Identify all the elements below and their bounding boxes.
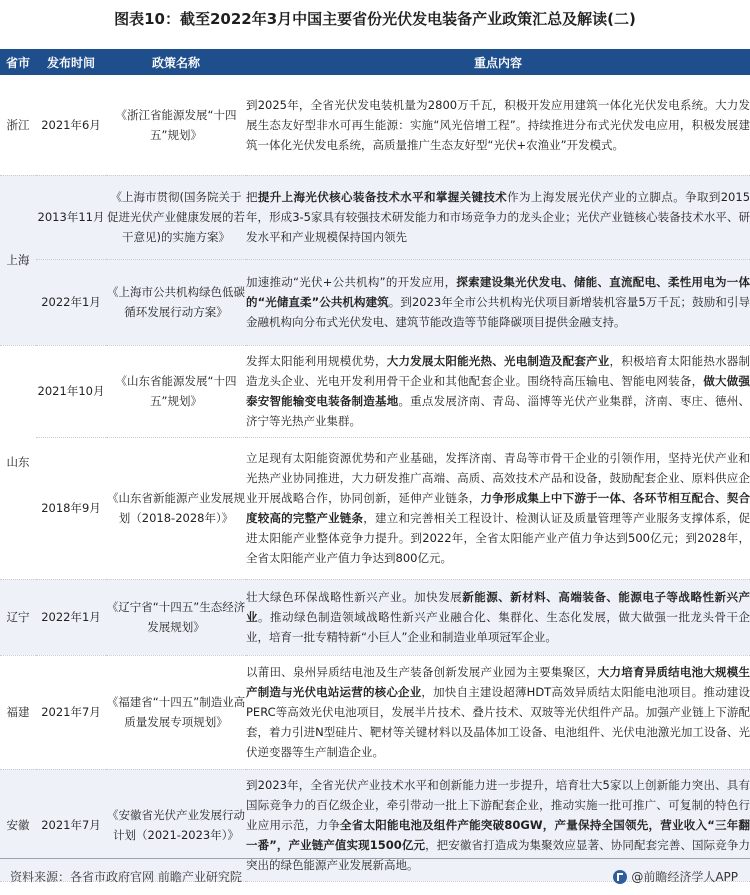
- date-cell: 2022年1月: [36, 259, 106, 345]
- content-text: 。到2023年全市公共机构光伏项目新增装机容量5万千瓦；鼓励和引导金融机构向分布式光伏发电、建筑节能改造等节能降碳项目提供金融支持。: [246, 295, 750, 329]
- content-cell: [246, 75, 750, 175]
- content-text: 。重点发展济南、青岛、淄博等光伏产业集群，济南、枣庄、德州、济宁等光热产业集群。: [246, 394, 750, 428]
- content-cell: [246, 259, 750, 345]
- province-cell: 辽宁: [0, 579, 36, 655]
- page-title: 图表10：截至2022年3月中国主要省份光伏发电装备产业政策汇总及解读(二): [114, 10, 636, 28]
- highlight-text: 大力发展太阳能光热、光电制造及配套产业: [386, 354, 610, 368]
- policy-name-cell: 《福建省“十四五”制造业高质量发展专项规划》: [106, 655, 246, 769]
- policy-name-cell: 《浙江省能源发展“十四五”规划》: [106, 75, 246, 175]
- table-row: [0, 345, 750, 437]
- policy-name-cell: 《安徽省光伏产业发展行动计划（2021-2023年）》: [106, 769, 246, 881]
- table-header-row: [0, 49, 750, 75]
- content-text: 到2025年，全省光伏发电装机量为2800万千瓦，积极开发应用建筑一体化光伏发电系统。大力发展生态友好型非水可再生能源：实施“风光倍增工程”。持续推进分布式光伏发电应用，积极发展建筑一体化光伏发电系统，高质量推广生态友好型“光伏+农渔业”开发模式。: [246, 97, 750, 152]
- content-cell: [246, 175, 750, 259]
- table-row: [0, 175, 750, 259]
- table-row: [0, 579, 750, 655]
- province-cell: 福建: [0, 655, 36, 769]
- highlight-text: 做大做强泰安智能输变电装备制造基地: [246, 374, 750, 408]
- content-text: 发挥太阳能利用规模优势，: [246, 354, 387, 368]
- province-cell: 上海: [0, 175, 36, 345]
- content-cell: [246, 579, 750, 655]
- content-cell: [246, 655, 750, 769]
- content-text: 壮大绿色环保战略性新兴产业。加快发展: [246, 590, 463, 604]
- highlight-text: 探索建设集光伏发电、储能、直流配电、柔性用电为一体的“光储直柔”公共机构建筑: [246, 275, 750, 309]
- highlight-text: 新能源、新材料、高端装备、能源电子等战略性新兴产业: [246, 590, 750, 624]
- qianzhan-logo-icon: [613, 870, 627, 884]
- policy-table: [0, 49, 750, 882]
- content-text: 加速推动“光伏+公共机构”的开发应用，: [246, 275, 457, 289]
- content-text: ，把安徽省打造成为集聚效应显著、协同配套完善、国际竞争力突出的绿色能源产业发展新高地。: [246, 838, 750, 872]
- source-note: 资料来源：各省市政府官网 前瞻产业研究院: [10, 870, 242, 884]
- footer: [0, 858, 750, 895]
- highlight-text: 大力培育异质结电池大规模生产制造与光伏电站运营的核心企业: [246, 665, 750, 699]
- content-text: ，积极培育太阳能热水器制造龙头企业、光电开发利用骨干企业和其他配套企业。围绕特高压输电、智能电网装备，: [246, 354, 750, 388]
- policy-name-cell: 《上海市公共机构绿色低碳循环发展行动方案》: [106, 259, 246, 345]
- header-province: 省市: [0, 49, 36, 75]
- highlight-text: 力争形成集上中下游于一体、各环节相互配合、契合度较高的完整产业链条: [246, 491, 750, 525]
- content-cell: [246, 345, 750, 437]
- date-cell: 2013年11月: [36, 175, 106, 259]
- table-row: [0, 75, 750, 175]
- table-row: [0, 259, 750, 345]
- content-cell: [246, 437, 750, 579]
- date-cell: 2021年7月: [36, 655, 106, 769]
- table-row: [0, 655, 750, 769]
- header-key-content: 重点内容: [246, 49, 750, 75]
- date-cell: 2021年6月: [36, 75, 106, 175]
- content-text: 把: [246, 190, 258, 204]
- date-cell: 2018年9月: [36, 437, 106, 579]
- content-text: 到2023年，全省光伏产业技术水平和创新能力进一步提升，培育壮大5家以上创新能力突出、具有国际竞争力的百亿级企业，牵引带动一批上下游配套企业，推动实施一批可推广、可复制的特色行业应用示范，力争: [246, 778, 750, 832]
- content-text: ，建立和完善相关工程设计、检测认证及质量管理等产业服务支撑体系，促进太阳能产业整体竞争力提升。到2022年，全省太阳能产业产值力争达到500亿元；到2028年，全省太阳能产业产值力争达到800亿元。: [246, 511, 750, 565]
- brand-mark: [613, 868, 738, 885]
- policy-name-cell: 《辽宁省“十四五”生态经济发展规划》: [106, 579, 246, 655]
- policy-name-cell: 《上海市贯彻(国务院关于促进光伏产业健康发展的若干意见)的实施方案》: [106, 175, 246, 259]
- content-text: 作为上海发展光伏产业的立脚点。争取到2015年，形成3-5家具有较强技术研发能力和市场竞争力的龙头企业；光伏产业链核心装备技术水平、研发水平和产业规模保持国内领先: [246, 190, 750, 244]
- header-policy-name: 政策名称: [106, 49, 246, 75]
- header-date: 发布时间: [36, 49, 106, 75]
- highlight-text: 提升上海光伏核心装备技术水平和掌握关键技术: [257, 190, 508, 204]
- province-cell: 浙江: [0, 75, 36, 175]
- province-cell: 山东: [0, 345, 36, 579]
- date-cell: 2021年10月: [36, 345, 106, 437]
- content-text: 以莆田、泉州异质结电池及生产装备创新发展产业园为主要集聚区，: [246, 665, 598, 679]
- table-row: [0, 437, 750, 579]
- highlight-text: 全省太阳能电池及组件产能突破80GW，产量保持全国领先，营业收入“三年翻一番”，产业链产值实现1500亿元: [246, 818, 750, 852]
- date-cell: 2021年7月: [36, 769, 106, 881]
- date-cell: 2022年1月: [36, 579, 106, 655]
- province-cell: 安徽: [0, 769, 36, 881]
- policy-name-cell: 《山东省能源发展“十四五”规划》: [106, 345, 246, 437]
- brand-label: @前瞻经济学人APP: [631, 870, 738, 884]
- content-text: 立足现有太阳能资源优势和产业基础，发挥济南、青岛等市骨干企业的引领作用，坚持光伏产业和光热产业协同推进，大力研发推广高端、高质、高效技术产品和设备，鼓励配套企业、原料供应企业开展战略合作，协同创新，延伸产业链条，: [246, 451, 750, 505]
- policy-name-cell: 《山东省新能源产业发展规划（2018-2028年）》: [106, 437, 246, 579]
- content-text: ，加快自主建设超薄HDT高效异质结太阳能电池项目。推动建设PERC等高效光伏电池项目，发展半片技术、叠片技术、双玻等光伏组件产品。加强产业链上下游配套，着力引进N型硅片、靶材等关键材料以及晶体加工设备、电池组件、光伏电池激光加工设备、光伏逆变器等生产制造企业。: [246, 685, 750, 759]
- content-text: 。推动绿色制造领域战略性新兴产业融合化、集群化、生态化发展，做大做强一批龙头骨干企业，培育一批专精特新“小巨人”企业和制造业单项冠军企业。: [246, 610, 750, 644]
